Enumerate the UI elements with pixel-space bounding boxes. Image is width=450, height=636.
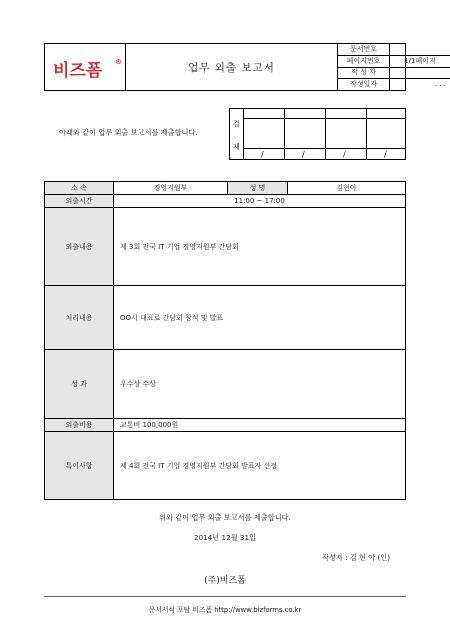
table-row-notes [45, 432, 405, 499]
table-row-time [45, 195, 405, 208]
meta-value: 1/1페이지 [404, 56, 436, 65]
logo-cell [45, 44, 126, 90]
notes-value[interactable]: 제 4회 전국 IT 기업 경영지원부 간담회 발표자 선정 [120, 461, 278, 470]
result-label: 성 과 [45, 350, 114, 418]
footer-divider [44, 596, 406, 597]
cost-value[interactable]: 교통비 100,000원 [120, 421, 179, 429]
dept-value[interactable]: 경영지원부 [114, 182, 228, 194]
intro-text: 아래와 같이 업무 외출 보고서를 제출합니다. [59, 128, 198, 137]
meta-row-page [338, 56, 450, 68]
table-row-dept-name [45, 182, 405, 195]
table-row-content [45, 208, 405, 286]
approval-label-column [230, 109, 244, 159]
name-label: 성 명 [228, 182, 288, 194]
time-value[interactable]: 11:00 ~ 17:00 [234, 197, 285, 205]
source-footer: 문서서식 포탈 비즈폼 http://www.bizforms.co.kr [148, 606, 302, 614]
company-name: (주)비즈폼 [204, 576, 246, 586]
author-line: 작성자 : 김 현 아 (인) [322, 553, 391, 562]
document-title: 업무 외출 보고서 [126, 44, 338, 90]
meta-key: 작 성 자 [338, 67, 390, 79]
process-value[interactable]: OO시 대표로 간담회 참석 및 발표 [120, 313, 224, 322]
approval-date-slash: / [384, 150, 387, 159]
approval-slot[interactable] [284, 109, 326, 159]
closing-statement: 위와 같이 업무 외출 보고서를 제출합니다. [159, 513, 291, 522]
meta-value: . . . [434, 79, 446, 88]
time-label: 외출시간 [45, 195, 114, 207]
meta-row-date [338, 79, 450, 91]
approval-date-slash: / [343, 150, 346, 159]
report-date: 2014년 12월 31일 [194, 533, 256, 542]
table-row-process [45, 286, 405, 350]
header-box [44, 43, 446, 91]
meta-key: 문서번호 [338, 44, 390, 56]
notes-label: 특이사항 [45, 432, 114, 499]
process-label: 처리내용 [45, 286, 114, 349]
meta-row-author [338, 67, 450, 79]
approval-box [229, 108, 406, 160]
approval-date-slash: / [302, 150, 305, 159]
approval-slot[interactable] [243, 109, 285, 159]
content-label: 외출내용 [45, 208, 114, 285]
meta-value [390, 67, 450, 79]
company-logo: 비즈폼 [53, 61, 103, 81]
meta-value [390, 44, 450, 56]
registered-mark: ® [115, 58, 122, 66]
approval-label-top: 결 [233, 120, 240, 128]
result-value[interactable]: 우수상 수상 [120, 380, 157, 388]
document-meta-table [338, 44, 446, 90]
meta-row-doc-number [338, 44, 450, 56]
dept-label: 소 속 [45, 182, 114, 194]
content-value[interactable]: 제 3회 전국 IT 기업 경영지원부 간담회 [120, 242, 239, 251]
cost-label: 외출비용 [45, 419, 114, 431]
report-table [44, 181, 406, 500]
approval-date-slash: / [261, 150, 264, 159]
meta-key: 페이지번호 [338, 56, 390, 68]
approval-label-bottom: 재 [233, 143, 240, 151]
table-row-cost [45, 419, 405, 432]
approval-slot[interactable] [325, 109, 367, 159]
name-value[interactable]: 김현아 [336, 184, 357, 192]
table-row-result [45, 350, 405, 419]
meta-key: 작성일자 [338, 79, 390, 91]
